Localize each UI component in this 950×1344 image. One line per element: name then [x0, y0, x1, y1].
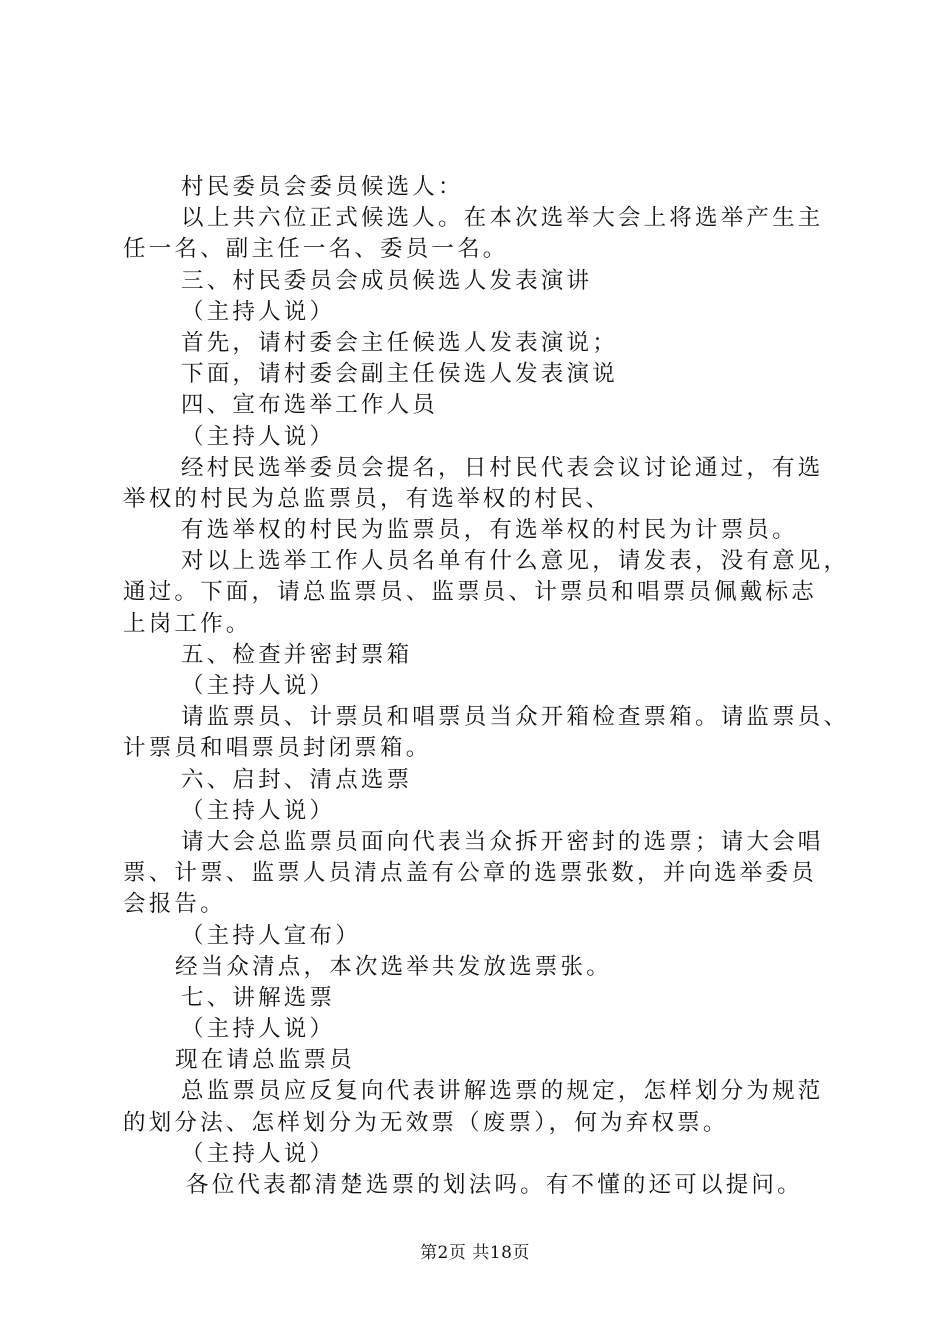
- text-line: 三、村民委员会成员候选人发表演讲: [181, 267, 593, 294]
- text-line: 经村民选举委员会提名，日村民代表会议讨论通过，有选: [181, 454, 824, 481]
- text-line: 下面，请村委会副主任侯选人发表演说: [181, 361, 618, 388]
- text-line: （主持人说）: [181, 1016, 336, 1043]
- text-line: （主持人宣布）: [181, 922, 361, 949]
- text-line: 通过。下面，请总监票员、监票员、计票员和唱票员佩戴标志: [123, 579, 817, 606]
- text-line: （主持人说）: [181, 298, 336, 325]
- text-line: 对以上选举工作人员名单有什么意见，请发表，没有意见，: [181, 548, 850, 575]
- text-line: 六、启封、清点选票: [181, 766, 413, 793]
- text-line: 五、检查并密封票箱: [181, 641, 413, 668]
- text-line: 上岗工作。: [123, 610, 252, 637]
- text-line: 四、宣布选举工作人员: [181, 392, 439, 419]
- text-line: 任一名、副主任一名、委员一名。: [123, 236, 509, 263]
- text-line: 请大会总监票员面向代表当众拆开密封的选票；请大会唱: [181, 828, 824, 855]
- text-line: 请监票员、计票员和唱票员当众开箱检查票箱。请监票员、: [181, 704, 850, 731]
- text-line: （主持人说）: [181, 797, 336, 824]
- text-line: 举权的村民为总监票员，有选举权的村民、: [123, 485, 612, 512]
- text-line: （主持人说）: [181, 1140, 336, 1167]
- text-line: 的划分法、怎样划分为无效票（废票），何为弃权票。: [123, 1109, 729, 1136]
- text-line: （主持人说）: [181, 423, 336, 450]
- page-footer: 第2页 共18页: [420, 1243, 530, 1263]
- text-line: 村民委员会委员候选人：: [181, 174, 464, 200]
- text-line: 现在请总监票员: [175, 1047, 355, 1074]
- document-body: [123, 172, 850, 1201]
- text-line: 计票员和唱票员封闭票箱。: [123, 735, 432, 762]
- text-line: 票、计票、监票人员清点盖有公章的选票张数，并向选举委员: [123, 860, 817, 887]
- text-line: 总监票员应反复向代表讲解选票的规定，怎样划分为规范: [181, 1078, 824, 1105]
- text-line: 有选举权的村民为监票员，有选举权的村民为计票员。: [181, 517, 798, 544]
- text-line: 七、讲解选票: [181, 984, 336, 1011]
- text-line: （主持人说）: [181, 673, 336, 699]
- text-line: 经当众清点，本次选举共发放选票张。: [175, 953, 612, 980]
- text-line: 会报告。: [123, 891, 226, 918]
- text-line: 各位代表都清楚选票的划法吗。有不懂的还可以提问。: [186, 1172, 803, 1198]
- text-line: 以上共六位正式候选人。在本次选举大会上将选举产生主: [181, 205, 824, 232]
- text-line: 首先，请村委会主任候选人发表演说；: [181, 329, 618, 356]
